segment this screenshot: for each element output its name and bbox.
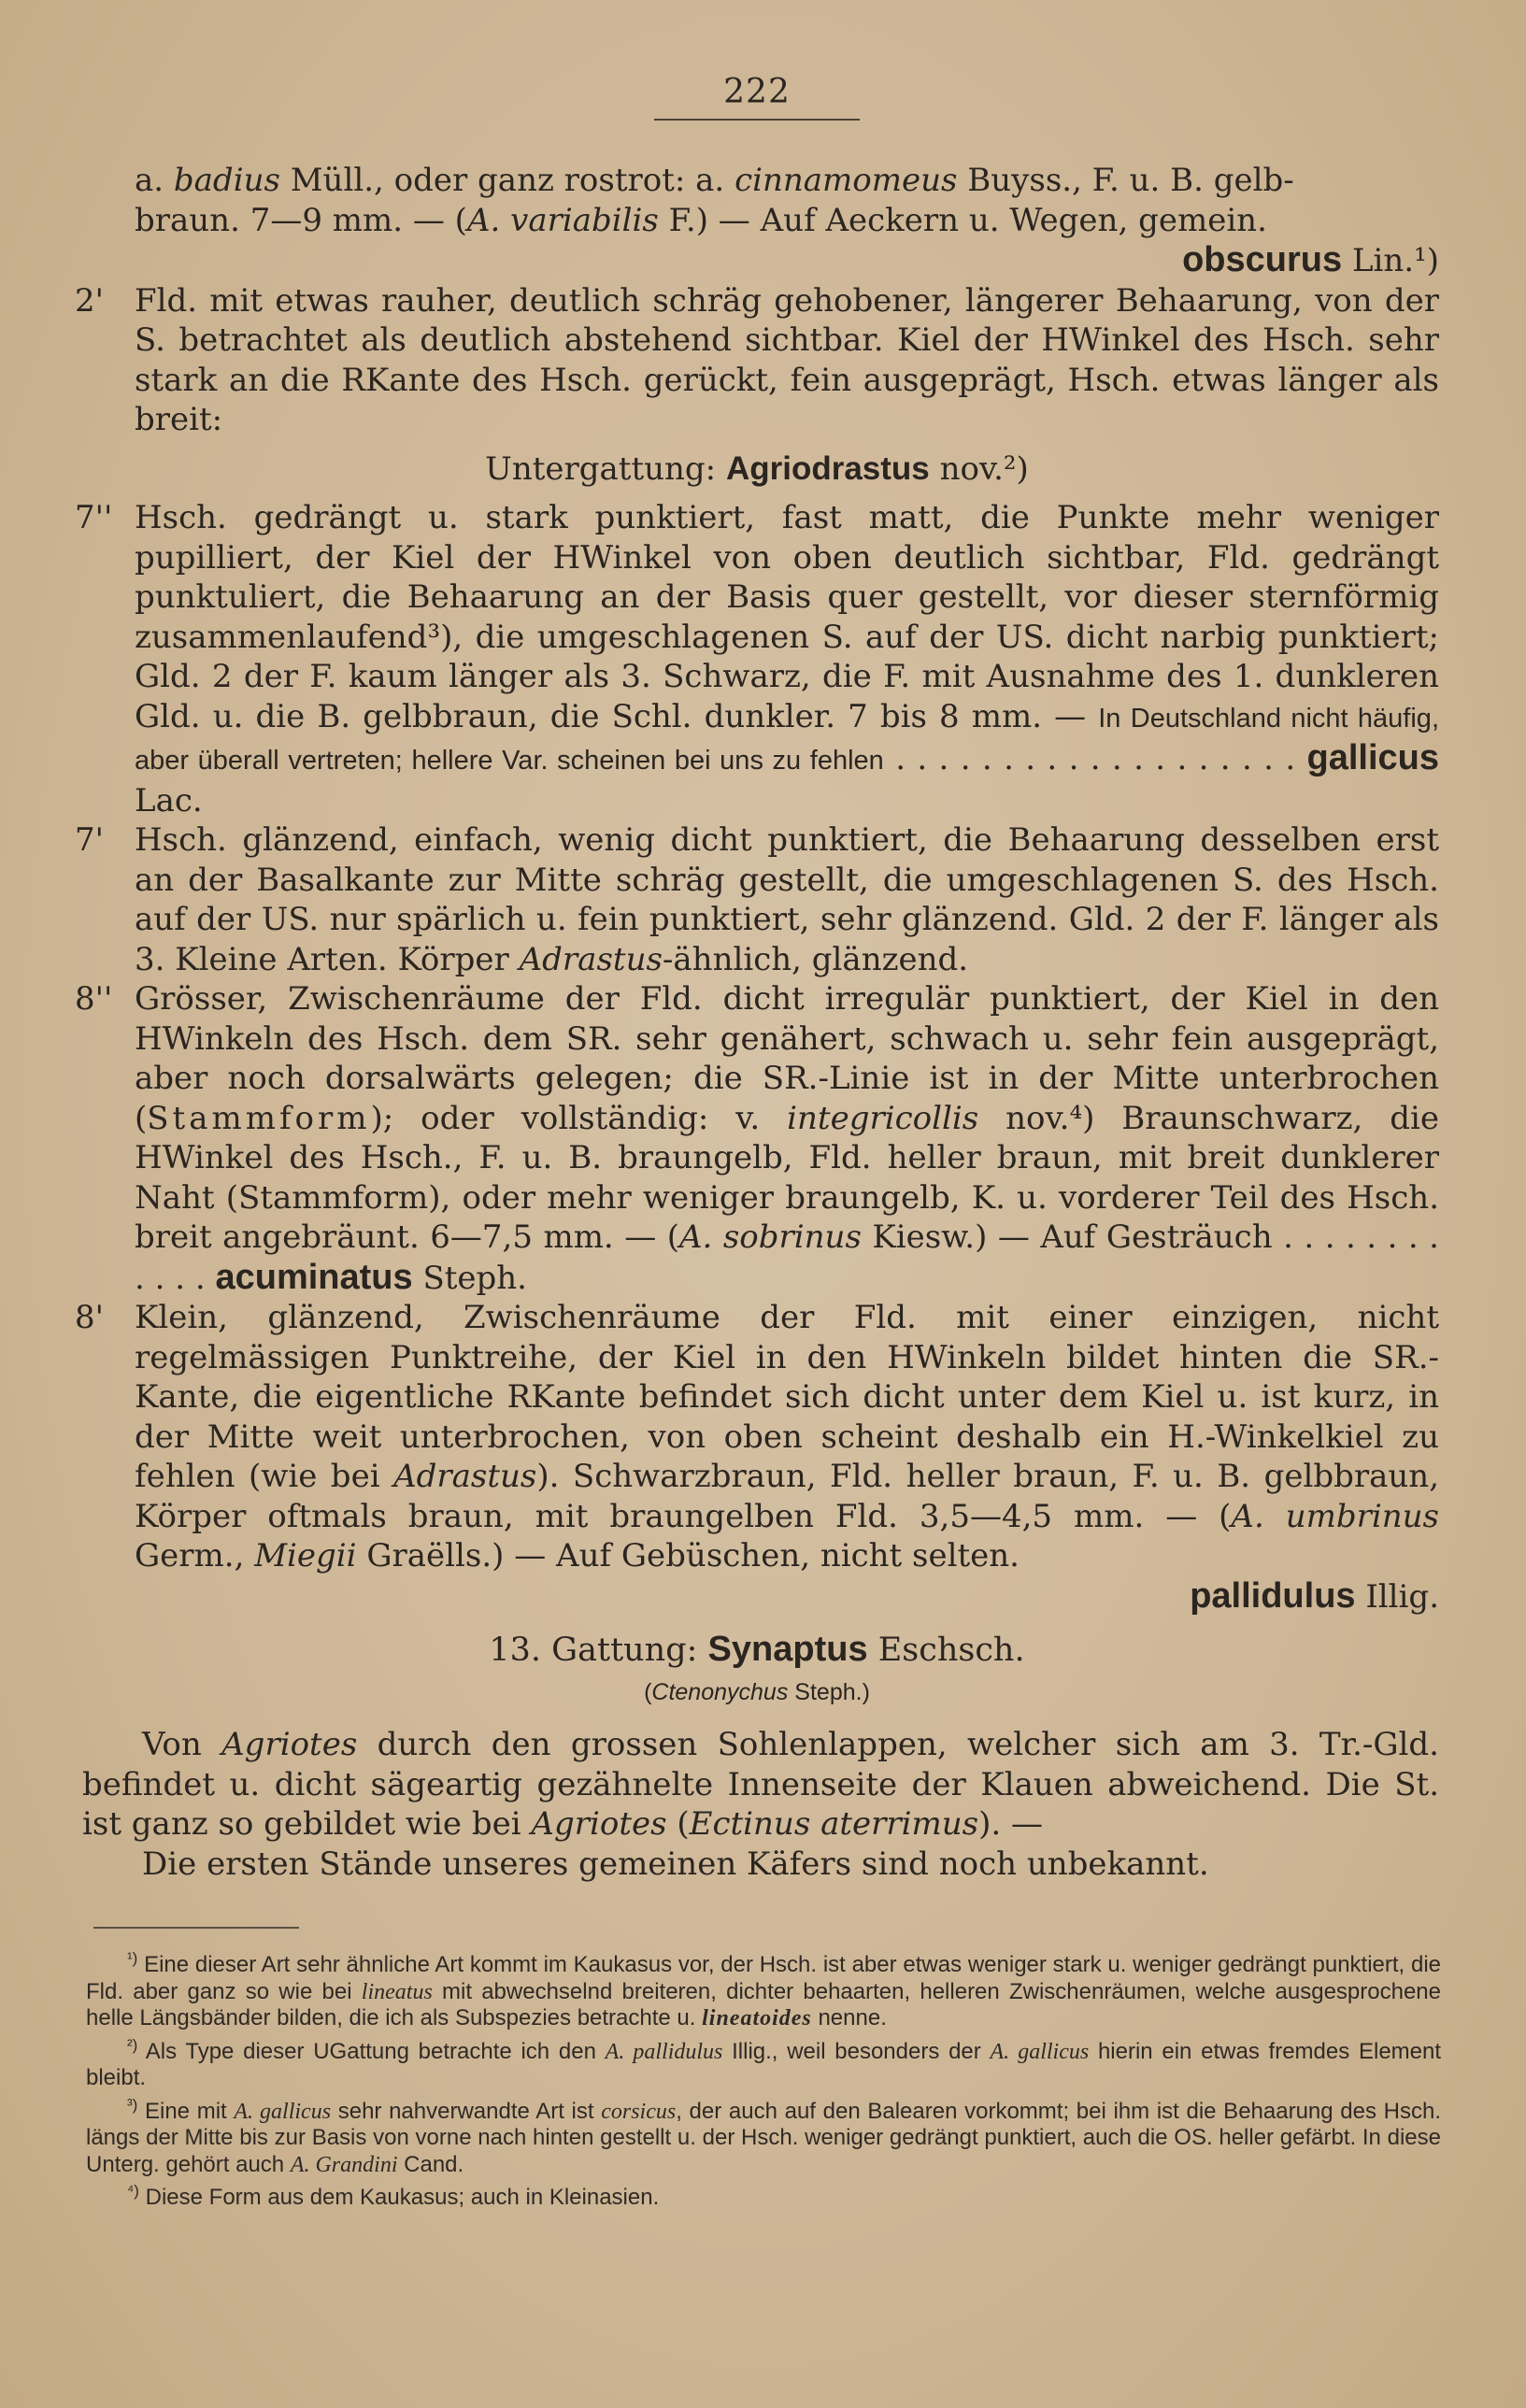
key-text: Klein, glänzend, Zwischenräume der Fld. mit einer einzigen, nicht regelmässigen Punktreihe, der Kiel in den HWinkeln bildet hinten die SR.-Kante, die eigentliche RKante befindet sich dicht unter dem Kiel u. ist kurz, in der Mitte weit unterbrochen, von oben scheint deshalb ein H.-Winkelkiel zu fehlen (wie bei: [135, 1299, 1439, 1495]
text: Von: [142, 1726, 222, 1763]
key-entry-7b: [75, 820, 1439, 979]
leader-dots: . . . . . . . . . . . . . . . . . . .: [883, 740, 1307, 777]
key-marker: 2': [75, 281, 104, 320]
subgenus-heading: [75, 449, 1439, 490]
species-name-lineatoides: lineatoides: [702, 2006, 812, 2030]
genus-synonym: [75, 1673, 1439, 1713]
species-name-sobrinus: A. sobrinus: [678, 1218, 862, 1256]
key-text: ). Schwarzbraun, Fld. heller braun, F. u. B. gelbbraun, Körper oftmals braun, mit braungelben Fld. 3,5—4,5 mm. — (: [135, 1458, 1440, 1535]
species-name: pallidulus: [1190, 1575, 1356, 1616]
footnote-marker: ⁴): [127, 2182, 139, 2200]
key-entry-8a: [75, 979, 1439, 1298]
species-name-variabilis: A. variabilis: [466, 201, 659, 239]
footnote-4: [86, 2178, 1441, 2212]
intro-line-1: [135, 161, 1439, 201]
genus-description: [75, 1725, 1439, 1845]
species-name-miegii: Miegii: [254, 1537, 357, 1574]
genus-name-agriotes: Agriotes: [221, 1726, 358, 1763]
text: braun. 7—9 mm. — (: [135, 201, 467, 239]
text: (: [644, 1678, 652, 1705]
genus-name-adrastus: Adrastus: [393, 1458, 537, 1495]
synonym-name: Ctenonychus: [651, 1678, 789, 1705]
intro-line-2: [135, 201, 1439, 241]
text: Eine mit: [137, 2098, 235, 2124]
species-name-badius: badius: [173, 162, 280, 199]
variety-name-integricollis: integricollis: [787, 1099, 979, 1137]
key-text: Grösser, Zwischenräume der Fld. dicht irregulär punktiert, der Kiel in den HWinkeln des Hsch. dem SR. sehr genähert, schwach u. sehr fein ausgeprägt, aber noch dorsalwärts gelegen; die SR.-Linie ist in der Mitte unterbrochen (: [135, 980, 1439, 1137]
species-author: Steph.: [412, 1259, 527, 1297]
text: mit abwechselnd breiteren, dichter behaarten, helleren Zwischenräumen, welche ausgesprochene helle Längsbänder bilden, die ich als Subspezies betrachte u.: [86, 1978, 1441, 2030]
subgenus-prefix: Untergattung:: [485, 449, 726, 488]
text: , der auch auf den Balearen vorkommt; bei ihm ist die Behaarung des Hsch. längs der Mitte bis zur Basis von vorne nach hinten gestellt u. der Hsch. weniger gedrängt punktiert, auch die OS. heller gefärbt. In diese Unterg. gehört auch: [86, 2098, 1442, 2177]
text: (: [666, 1805, 690, 1843]
key-marker: 7': [75, 821, 104, 859]
footnote-2: [86, 2032, 1441, 2092]
text: F.) — Auf Aeckern u. Wegen, gemein.: [658, 201, 1267, 239]
key-text: Hsch. gedrängt u. stark punktiert, fast matt, die Punkte mehr weniger pupilliert, der Kiel der HWinkel von oben deutlich sichtbar, Fld. gedrängt punktuliert, die Behaarung an der Basis quer gestellt, vor dieser sternförmig zusammenlaufend³), die umgeschlagenen S. auf der US. dicht narbig punktiert; Gld. 2 der F. kaum länger als 3. Schwarz, die F. mit Ausnahme des 1. dunkleren Gld. u. die B. gelbbraun, die Schl. dunkler. 7 bis 8 mm. —: [135, 499, 1439, 735]
genus-name-agriotes: Agriotes: [531, 1805, 667, 1843]
key-text: Graëlls.) — Auf Gebüschen, nicht selten.: [356, 1537, 1020, 1574]
species-name-lineatus: lineatus: [361, 1979, 433, 2004]
text: a.: [135, 162, 174, 199]
species-obscurus: [135, 240, 1439, 281]
text: ). —: [978, 1805, 1044, 1843]
species-name-ectinus: Ectinus aterrimus: [689, 1805, 979, 1843]
genus-heading: [75, 1630, 1439, 1671]
key-text: Germ.,: [135, 1537, 255, 1574]
species-name-corsicus: corsicus: [601, 2099, 677, 2124]
genus-name-adrastus: Adrastus: [519, 940, 663, 978]
key-marker: 8'': [75, 980, 113, 1018]
text: Als Type dieser UGattung betrachte ich den: [137, 2038, 606, 2064]
main-text: [75, 161, 1439, 1884]
key-entry-8b: [75, 1298, 1439, 1617]
text: sehr nahverwandte Art ist: [331, 2098, 602, 2124]
key-text: -ähnlich, glänzend.: [662, 940, 969, 978]
genus-author: Eschsch.: [867, 1631, 1025, 1669]
leader-dots: . . . . . . . . . . . .: [135, 1218, 1439, 1297]
text: Cand.: [397, 2151, 464, 2177]
text: Eine dieser Art sehr ähnliche Art kommt im Kaukasus vor, der Hsch. ist aber etwas weniger stark u. weniger gedrängt punktiert, die Fld. aber ganz so wie bei: [86, 1952, 1441, 2004]
key-entry-2: [75, 281, 1439, 440]
text: Buyss., F. u. B. gelb-: [957, 162, 1294, 199]
genus-description-last: Die ersten Stände unseres gemeinen Käfers sind noch unbekannt.: [142, 1845, 1209, 1883]
key-marker: 7'': [75, 499, 113, 536]
text: Steph.): [788, 1678, 870, 1705]
species-name-grandini: A. Grandini: [290, 2152, 398, 2177]
text: nenne.: [811, 2005, 887, 2030]
text: Illig., weil besonders der: [722, 2038, 991, 2064]
key-text: nov.⁴) Braunschwarz, die HWinkel des Hsch., F. u. B. braungelb, Fld. heller braun, mit breit dunklerer Naht (Stammform), oder mehr weniger braungelb, K. u. vorderer Teil des Hsch. breit angebräunt. 6—7,5 mm. — (: [135, 1099, 1440, 1256]
species-author: Lac.: [135, 781, 203, 819]
subgenus-suffix: nov.²): [929, 449, 1029, 488]
page-number: 222: [654, 73, 860, 121]
species-name-gallicus: gallicus: [1306, 738, 1439, 777]
subgenus-name: Agriodrastus: [725, 449, 930, 487]
text: Diese Form aus dem Kaukasus; auch in Kleinasien.: [138, 2185, 660, 2210]
species-author: Lin.¹): [1342, 242, 1439, 279]
key-text: Hsch. glänzend, einfach, wenig dicht punktiert, die Behaarung desselben erst an der Basalkante zur Mitte schräg gestellt, die umgeschlagenen S. des Hsch. auf der US. nur spärlich u. fein punktiert, sehr glänzend. Gld. 2 der F. länger als 3. Kleine Arten. Körper: [135, 821, 1439, 978]
text: Müll., oder ganz rostrot: a.: [279, 162, 735, 199]
text: durch den grossen Sohlenlappen, welcher sich am 3. Tr.-Gld. befindet u. dicht sägeartig gezähnelte Innenseite der Klauen abweichend. Die St. ist ganz so gebildet wie bei: [82, 1726, 1439, 1843]
species-name-gallicus: A. gallicus: [990, 2039, 1090, 2064]
genus-name: Synaptus: [707, 1630, 868, 1669]
species-name-acuminatus: acuminatus: [215, 1257, 413, 1297]
species-name: obscurus: [1182, 240, 1343, 279]
footnote-marker: ²): [127, 2035, 138, 2054]
key-marker: 8': [75, 1299, 104, 1336]
distribution-note: In Deutschland nicht häufig, aber überall vertreten; hellere Var. scheinen bei uns zu fehlen: [135, 703, 1439, 776]
footnote-divider: [93, 1927, 299, 1929]
species-name-pallidulus: A. pallidulus: [605, 2039, 723, 2064]
key-text: Kiesw.) — Auf Gesträuch: [861, 1218, 1273, 1256]
footnote-marker: ¹): [127, 1949, 138, 1967]
key-entry-7a: [75, 498, 1439, 820]
footnote-1: [86, 1945, 1441, 2032]
species-author: Illig.: [1355, 1577, 1439, 1616]
intro-paragraph: [75, 161, 1439, 281]
key-text: Fld. mit etwas rauher, deutlich schräg gehobener, längerer Behaarung, von der S. betrachtet als deutlich abstehend sichtbar. Kiel der HWinkel des Hsch. sehr stark an die RKante des Hsch. gerückt, fein ausgeprägt, Hsch. etwas länger als breit:: [135, 281, 1439, 438]
key-text: ); oder vollständig: v.: [370, 1099, 788, 1137]
species-name-gallicus: A. gallicus: [234, 2099, 332, 2124]
species-name-cinnamomeus: cinnamomeus: [734, 162, 958, 199]
species-pallidulus: [135, 1576, 1439, 1617]
footnote-3: [86, 2092, 1441, 2179]
footnote-marker: ³): [127, 2095, 138, 2114]
footnotes: [86, 1945, 1441, 2212]
text: hierin ein etwas fremdes Element bleibt.: [86, 2038, 1442, 2090]
spaced-term: Stammform: [147, 1099, 371, 1137]
genus-prefix: 13. Gattung:: [489, 1631, 708, 1669]
species-name-umbrinus: A. umbrinus: [1231, 1497, 1439, 1535]
